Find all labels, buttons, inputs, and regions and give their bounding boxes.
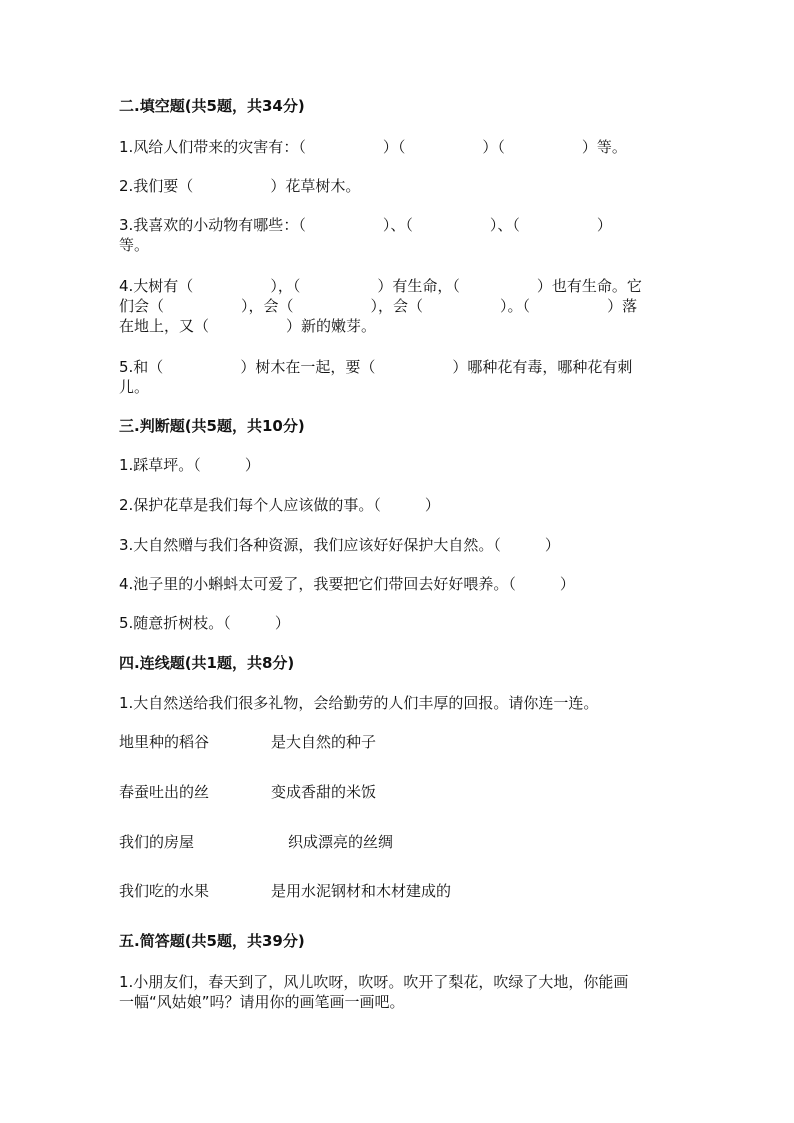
section-4-heading: 四.连线题(共1题，共8分) bbox=[119, 654, 295, 672]
short-answer-question-1-line-1: 1.小朋友们，春天到了，风儿吹呀，吹呀。吹开了梨花，吹绿了大地，你能画 bbox=[119, 973, 629, 991]
match-right-item: 是大自然的种子 bbox=[271, 733, 377, 751]
judge-question-3: 3.大自然赠与我们各种资源，我们应该好好保护大自然。（ ） bbox=[119, 536, 560, 554]
judge-question-5: 5.随意折树枝。（ ） bbox=[119, 614, 290, 632]
judge-question-1: 1.踩草坪。（ ） bbox=[119, 456, 260, 474]
fill-question-4-line-3: 在地上，又（ ）新的嫩芽。 bbox=[119, 317, 377, 335]
judge-question-2: 2.保护花草是我们每个人应该做的事。（ ） bbox=[119, 496, 440, 514]
section-5-heading: 五.简答题(共5题，共39分) bbox=[119, 932, 305, 950]
match-right-item: 变成香甜的米饭 bbox=[271, 783, 377, 801]
fill-question-1: 1.风给人们带来的灾害有：（ ）（ ）（ ）等。 bbox=[119, 138, 627, 156]
match-left-item: 地里种的稻谷 bbox=[119, 733, 210, 751]
fill-question-3-cont: 等。 bbox=[119, 236, 150, 254]
match-right-item: 织成漂亮的丝绸 bbox=[288, 833, 394, 851]
judge-question-4: 4.池子里的小蝌蚪太可爱了，我要把它们带回去好好喂养。（ ） bbox=[119, 575, 575, 593]
match-left-item: 春蚕吐出的丝 bbox=[119, 783, 210, 801]
section-2-heading: 二.填空题(共5题，共34分) bbox=[119, 97, 305, 115]
short-answer-question-1-line-2: 一幅“风姑娘”吗？请用你的画笔画一画吧。 bbox=[119, 993, 405, 1011]
match-right-item: 是用水泥钢材和木材建成的 bbox=[271, 882, 452, 900]
section-3-heading: 三.判断题(共5题，共10分) bbox=[119, 417, 305, 435]
fill-question-2: 2.我们要（ ）花草树木。 bbox=[119, 177, 361, 195]
match-left-item: 我们的房屋 bbox=[119, 833, 195, 851]
fill-question-5-cont: 儿。 bbox=[119, 378, 150, 396]
fill-question-4-line-1: 4.大树有（ ），（ ）有生命，（ ）也有生命。它 bbox=[119, 277, 642, 295]
fill-question-3: 3.我喜欢的小动物有哪些：（ ）、（ ）、（ ） bbox=[119, 216, 612, 234]
matching-question-1: 1.大自然送给我们很多礼物，会给勤劳的人们丰厚的回报。请你连一连。 bbox=[119, 694, 599, 712]
fill-question-5: 5.和（ ）树木在一起，要（ ）哪种花有毒，哪种花有刺 bbox=[119, 358, 633, 376]
fill-question-4-line-2: 们会（ ），会（ ），会（ ）。（ ）落 bbox=[119, 297, 638, 315]
match-left-item: 我们吃的水果 bbox=[119, 882, 210, 900]
